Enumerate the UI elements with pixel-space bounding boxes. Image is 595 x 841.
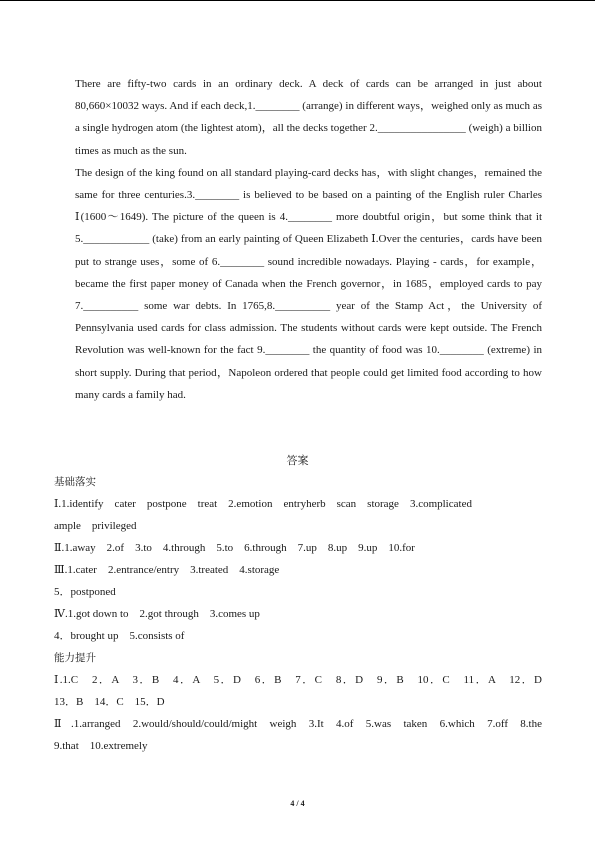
answer-line: 5．postponed bbox=[54, 586, 116, 598]
answer-line: ample privileged bbox=[54, 520, 137, 532]
answer-line: 9.that 10.extremely bbox=[54, 740, 148, 752]
answer-line: 4．brought up 5.consists of bbox=[54, 630, 185, 642]
answer-heading-basic: 基础落实 bbox=[54, 476, 96, 488]
answer-section bbox=[54, 471, 542, 757]
passage-paragraph-1: There are fifty-two cards in an ordinary deck. A deck of cards can be arranged in just about 80,660×10032 ways. And if each deck,1.________ (arrange) in different ways，weighed only as much as a single hydrogen atom (the lightest atom)，all the decks together 2.________________ (weigh) a billion times as much as the sun. bbox=[75, 78, 542, 157]
answer-line: Ⅱ.1.away 2.of 3.to 4.through 5.to 6.through 7.up 8.up 9.up 10.for bbox=[54, 542, 415, 554]
answer-line: Ⅱ.1.arranged 2.would/should/could/might weigh 3.It 4.of 5.was taken 6.which 7.off 8.the bbox=[54, 718, 542, 730]
passage bbox=[75, 73, 542, 406]
top-rule bbox=[0, 0, 595, 1]
answer-title: 答案 bbox=[286, 454, 309, 467]
answer-line: Ⅰ.1.C 2．A 3．B 4．A 5．D 6．B 7．C 8．D 9．B 10．C 11．A 12．D bbox=[54, 674, 542, 686]
answer-heading-improve: 能力提升 bbox=[54, 652, 96, 664]
page-number: 4 / 4 bbox=[290, 799, 305, 808]
answer-line: Ⅳ.1.got down to 2.got through 3.comes up bbox=[54, 608, 260, 620]
answer-line: Ⅲ.1.cater 2.entrance/entry 3.treated 4.storage bbox=[54, 564, 280, 576]
answer-line: 13．B 14．C 15．D bbox=[54, 696, 165, 708]
answer-line: Ⅰ.1.identify cater postpone treat 2.emotion entryherb scan storage 3.complicated bbox=[54, 498, 472, 510]
passage-paragraph-2: The design of the king found on all standard playing-card decks has，with slight changes，remained the same for three centuries.3.________ is believed to be based on a painting of the English ruler Charles Ⅰ(1600～1649). The picture of the queen is 4.________ more doubtful origin，but some think that it 5.____________ (take) from an early painting of Queen Elizabeth Ⅰ.Over the centuries，cards have been put to strange uses，some of 6.________ sound incredible nowadays. Playing - cards，for example，became the first paper money of Canada when the French governor，in 1685，employed cards to pay 7.__________ some war debts. In 1765,8.__________ year of the Stamp Act，the University of Pennsylvania used cards for class admission. The students without cards were kept outside. The French Revolution was well-known for the fact 9.________ the quantity of food was 10.________ (extreme) in short supply. During that period，Napoleon ordered that people could get limited food according to how many cards a family had. bbox=[75, 166, 542, 401]
